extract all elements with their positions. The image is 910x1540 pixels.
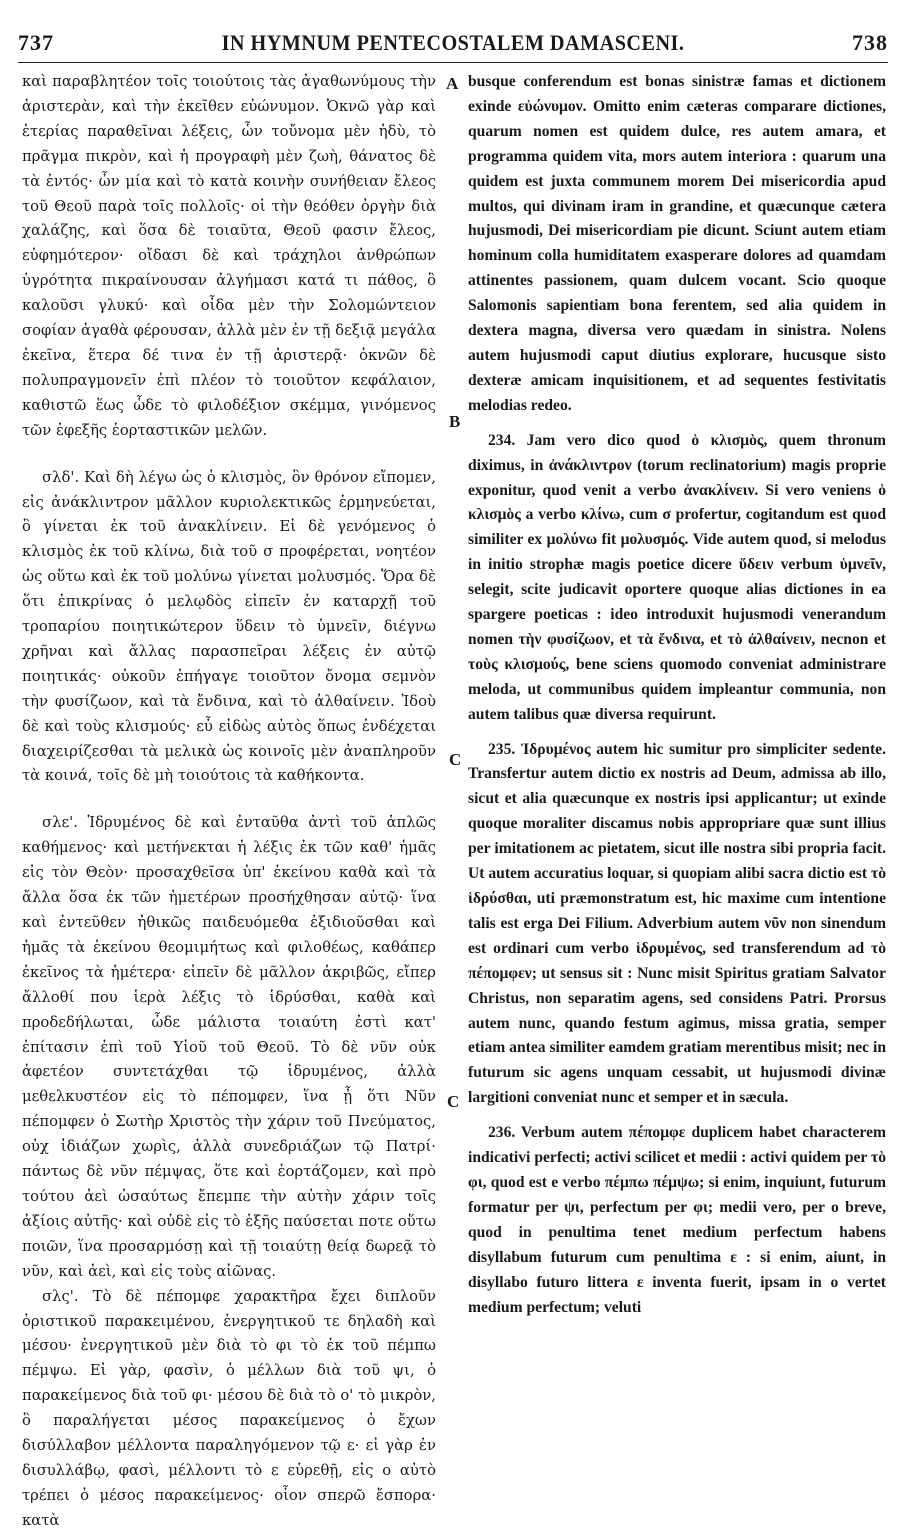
greek-paragraph-234: σλδ'. Καὶ δὴ λέγω ὡς ὁ κλισμὸς, ὃν θρόνον εἴπομεν, εἰς ἀνάκλιντρον μᾶλλον κυριολεκτικῶς ἑρμηνεύεται, ὃ γίνεται ἐκ τοῦ ἀνακλίνειν. Εἰ δὲ γενόμενος ὁ κλισμὸς ἐκ τοῦ κλίνω, διὰ τοῦ σ προφέρεται, νοητέον ὡς οὕτω καὶ ἐκ τοῦ μολύνω γίνεται μολυσμός. Ὅρα δὲ ὅτι ἐπικρίνας ὁ μελῳδὸς εἰπεῖν ἐν καταρχῇ τοῦ τροπαρίου ποιητικώτερον ὕδειν τὸ ὑμνεῖν, διέγνω χρῆναι καὶ ἄλλας παρασπεῖραι λέξεις ἐν αὐτῷ ποιητικάς· οὐκοῦν ἐπήγαγε τοιοῦτον ὄνομα σεμνὸν τὴν φυσίζωον, καὶ τὰ ἔνδινα, καὶ τὸ ἀλθαίνειν. Ἰδοὺ δὲ καὶ τοὺς κλισμούς· εὖ εἰδὼς αὐτὸς ὅπως ἐνδέχεται διαχειρίζεσθαι τὰ μελικὰ ὡς κοινοῖς μὲν ἀναπληροῦν τὰ κοινά, τοῖς δὲ μὴ τοιούτοις τὰ καθήκοντα. bbox=[22, 468, 436, 785]
page-number-left: 737 bbox=[18, 30, 54, 55]
margin-marker-c-second: C bbox=[447, 1092, 460, 1111]
latin-paragraph: busque conferendum est bonas sinistræ famas et dictionem exinde εὐώνυμον. Omitto enim cæteras comparare dictiones, quarum nomen est quidem dulce, res autem amara, et programma quidem vita, mors autem interiora : quarum una quidem est juxta communem morem Dei misericordia apud multos, qui divinam iram in grandine, et quæcunque cætera hujusmodi, Dei misericordiam pie dicunt. Sciunt autem etiam hominum colla humiditatem exasperare dolores ad quamdam attinentes passionem, quam dulcem vocant. Scio quoque Salomonis sapientiam bona ferentem, sed alia quidem in dextera magna, diversa vero quædam in sinistra. Nolens autem hujusmodi caput diutius explorare, hucusque sisto dexteræ amicam inquisitionem, et ad sequentes festivitatis melodias redeo. bbox=[468, 73, 886, 414]
margin-marker-a: A bbox=[446, 74, 459, 93]
latin-paragraph-234: 234. Jam vero dico quod ὁ κλισμὸς, quem thronum diximus, in ἀνάκλιντρον (torum reclinatorium) magis proprie exponitur, quod venit a verbo ἀνακλίνειν. Si vero veniens ὁ κλισμὸς a verbo κλίνω, cum σ profertur, cogitandum est quod similiter ex μολύνω fit μολυσμός. Vide autem quod, si melodus in initio strophæ magis poetice dicere ὕδειν verbum ὑμνεῖν, selegit, scite judicavit oportere quoque alias dictiones in ea spargere poeticas : ideo introduxit hujusmodi venerandum nomen τὴν φυσίζωον, et τὰ ἔνδινα, et τὸ ἀλθαίνειν, necnon et τοὺς κλισμούς, bene sciens quomodo conveniat administrare meloda, ut communibus quidem impleantur communia, non autem talibus quæ diversa requirunt. bbox=[468, 431, 886, 723]
running-header bbox=[18, 22, 888, 63]
greek-paragraph: καὶ παραβλητέον τοῖς τοιούτοις τὰς ἀγαθωνύμους τὴν ἀριστερὰν, καὶ τὴν ἐκεῖθεν εὐώνυμον. Ὀκνῶ γὰρ καὶ ἑτερίας παραθεῖναι λέξεις, ὧν τοὔνομα μὲν ἡδὺ, τὸ πρᾶγμα πικρὸν, καὶ ἡ προγραφὴ μὲν ζωὴ, θάνατος δὲ τὰ ἐντός· ὧν μία καὶ τὸ κατὰ κοινὴν συνήθειαν ἔλεος τοῦ Θεοῦ παρὰ τοῖς πολλοῖς· οἱ τὴν θεόθεν ὀργὴν διὰ χαλάζης, καὶ ὅσα δὲ τοιαῦτα, Θεοῦ φασιν ἔλεος, εὐφημότερον· οἴδασι δὲ καὶ τράχηλοι ἀνθρώπων ὑγρότητα πικραίνουσαν ἀλγήμασι κατά τι πάθος, ὃ καλοῦσι γλυκύ· καὶ οἶδα μὲν τὴν Σολομώντειον σοφίαν ἀγαθὰ φέρουσαν, ἀλλὰ μὲν ἐν τῇ δεξιᾷ μεγάλα ἐκεῖνα, ἕτερα δέ τινα ἐν τῇ ἀριστερᾷ· ὀκνῶν δὲ πολυπραγμονεῖν ἐπὶ πλέον τὸ τοιοῦτον κεφάλαιον, καθιστῶ ἕως ὧδε τὸ φιλοδέξιον σκέμμα, γινόμενος τῶν ἐφεξῆς ἑορταστικῶν μελῶν. bbox=[22, 73, 436, 439]
margin-marker-b: B bbox=[449, 412, 461, 431]
page-number-right: 738 bbox=[852, 30, 888, 55]
latin-paragraph-235: 235. Ἱδρυμένος autem hic sumitur pro simpliciter sedente. Transfertur autem dictio ex nostris ad Deum, admissa ab illo, sicut et alia quæcunque ex nostris ipsi applicantur; ut exinde quoque moraliter discamus nobis appropriare quæ sunt illius per imitationem ac pietatem, sicut ille nostra sibi propria facit. Ut autem accuratius loquar, si quopiam alibi sacra dictio est τὸ ἱδρύσθαι, uti præmonstratum est, hic maxime cum intentione talis est erga Dei Filium. Adverbium autem νῦν non sinendum est ordinari cum verbo ἱδρυμένος, sed transferendum ad τὸ πέπομφεν; ut sensus sit : Nunc misit Spiritus gratiam Salvator Christus, non separatim agens, sed considens Patri. Prorsus autem nunc, quando festum agimus, missa gratia, semper etiam antea similiter eamdem gratiam merentibus misit; nec in futurum sic agens unquam cessabit, ut hujusmodi divinæ largitioni conveniat nunc et semper et in sæcula. bbox=[468, 740, 886, 1107]
greek-paragraph-236: σλς'. Τὸ δὲ πέπομφε χαρακτῆρα ἔχει διπλοῦν ὁριστικοῦ παρακειμένου, ἐνεργητικοῦ τε δηλαδὴ καὶ μέσου· ἐνεργητικοῦ μὲν διὰ τὸ φι τὸ ἐκ τοῦ πέμπω πέμψω. Εἰ γὰρ, φασὶν, ὁ μέλλων διὰ τοῦ ψι, ὁ παρακείμενος διὰ τοῦ φι· μέσου δὲ διὰ τὸ ο' τὸ μικρὸν, ὃ παραλήγεται μέσος παρακείμενος ὁ ἔχων δισύλλαβον μέλλοντα παραληγόμενον τῷ ε· εἰ γὰρ ἐν δισυλλάβῳ, φασὶ, μέλλοντι τὸ ε εὑρεθῇ, εἰς ο αὐτὸ τρέπει ὁ μέσος παρακείμενος· οἷον σπερῶ ἔσπορα· κατὰ bbox=[22, 1287, 436, 1529]
greek-column bbox=[22, 70, 436, 1534]
greek-paragraph-235: σλε'. Ἱδρυμένος δὲ καὶ ἐνταῦθα ἀντὶ τοῦ ἁπλῶς καθήμενος· καὶ μετήνεκται ἡ λέξις ἐκ τῶν καθ' ἡμᾶς εἰς τὸν Θεὸν· προσαχθεῖσα ὑπ' ἐκείνου καθὰ καὶ τὰ ἄλλα ὅσα ἐκ τῶν ἡμετέρων προσήχθησαν αὐτῷ· ἵνα καὶ ἐντεῦθεν ἠθικῶς παιδευόμεθα ἐξιδιοῦσθαι καὶ ἡμᾶς τὰ ἐκείνου θεομιμήτως καὶ φιλοθέως, καθάπερ ἐκεῖνος τὰ ἡμέτερα· εἰπεῖν δὲ μᾶλλον ἀκριβῶς, εἴπερ ἄλλοθί που ἱερὰ λέξις τὸ ἱδρύσθαι, καθὰ καὶ προδεδήλωται, ὧδε μάλιστα τοιαύτη ἐστὶ κατ' ἐπίτασιν ἐπὶ τοῦ Υἱοῦ τοῦ Θεοῦ. Τὸ δὲ νῦν οὐκ ἀφετέον συντετάχθαι τῷ ἱδρυμένος, ἀλλὰ μεθελκυστέον εἰς τὸ πέπομφεν, ἵνα ᾖ ὅτι Νῦν πέπομφεν ὁ Σωτὴρ Χριστὸς τὴν χάριν τοῦ Πνεύματος, οὐχ ἰδιάζων χωρὶς, ἀλλὰ συνεδριάζων τῷ Πατρί· πάντως δὲ νῦν πέμψας, ὅτε καὶ ἑορτάζομεν, καὶ πρὸ τούτου ἀεὶ ὡσαύτως ἔπεμπε τὴν αὐτὴν χάριν τοῖς ἀξίοις αὐτῆς· καὶ οὐδὲ εἰς τὸ ἑξῆς παύσεται ποτε οὕτω ποιῶν, ἵνα προσαρμόσῃ καὶ τῇ τοιαύτῃ θείᾳ δωρεᾷ τὸ νῦν, καὶ ἀεὶ, καὶ εἰς τοὺς αἰῶνας. bbox=[22, 814, 436, 1280]
latin-paragraph-236: 236. Verbum autem πέπομφε duplicem habet characterem indicativi perfecti; activi scilicet et medii : activi quidem per τὸ φι, quod est e verbo πέμπω πέμψω; si enim, inquiunt, futurum formatur per ψι, perfectum per φι; medii vero, per o breve, quod in penultima tenet medium perfectum habens disyllabum futurum cum penultima ε : si enim, aiunt, in disyllabo futuro littera ε inventa fuerit, ipsam in o vertet medium perfectum; veluti bbox=[468, 1124, 886, 1316]
running-title: IN HYMNUM PENTECOSTALEM DAMASCENI. bbox=[221, 30, 685, 55]
latin-column bbox=[468, 70, 886, 1320]
margin-marker-c: C bbox=[449, 750, 462, 769]
